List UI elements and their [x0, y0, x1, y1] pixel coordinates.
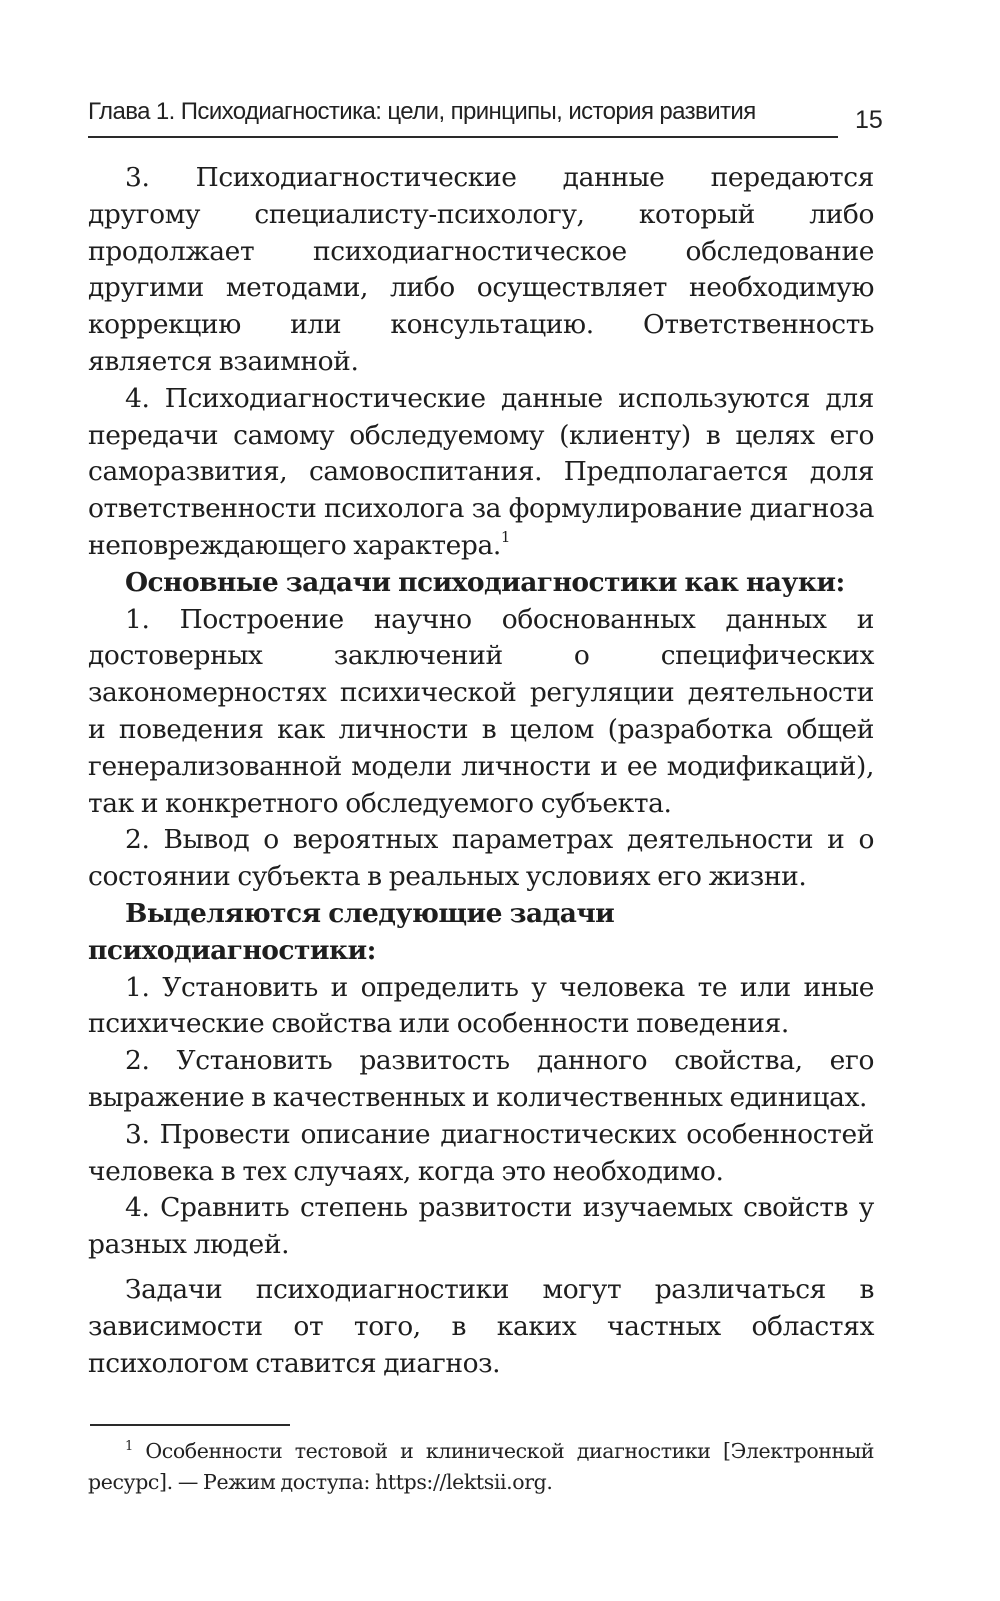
task-3: 3. Провести описание диагностических особенностей человека в тех случаях, когда это необходимо. — [88, 1118, 874, 1187]
page-number: 15 — [855, 106, 883, 134]
task-1: 1. Установить и определить у человека те или иные психические свойства или особенности поведения. — [88, 971, 874, 1040]
running-title: Глава 1. Психодиагностика: цели, принципы, история развития — [88, 98, 756, 125]
footnote-text: Особенности тестовой и клинической диагностики [Электронный ресурс]. — Режим доступа: https://lektsii.org. — [88, 1439, 875, 1494]
closing-paragraph: Задачи психодиагностики могут различаться в зависимости от того, в каких частных областях психологом ставится диагноз. — [88, 1273, 874, 1379]
footnote-marker: 1 — [125, 1439, 133, 1455]
footnote — [88, 1436, 874, 1498]
section-heading-science-tasks: Основные задачи психодиагностики как науки: — [125, 566, 845, 598]
section-heading-tasks: Выделяются следующие задачи психодиагностики: — [88, 897, 615, 966]
science-task-1: 1. Построение научно обоснованных данных и достоверных заключений о специфических закономерностях психической регуляции деятельности и поведения как личности в целом (разработка общей генерализованной модели личности и ее модификаций), так и конкретного обследуемого субъекта. — [88, 603, 874, 819]
running-header — [88, 96, 838, 138]
paragraph-4-text: 4. Психодиагностические данные используются для передачи самому обследуемому (клиенту) в целях его саморазвития, самовоспитания. Предполагается доля ответственности психолога за формулирование диагноза неповреждающего характера. — [88, 382, 874, 561]
paragraph-3: 3. Психодиагностические данные передаются другому специалисту-психологу, который либо продолжает психодиагностическое обследование другими методами, либо осуществляет необходимую коррекцию или консультацию. Ответственность является взаимной. — [88, 162, 874, 377]
task-2: 2. Установить развитость данного свойства, его выражение в качественных и количественных единицах. — [88, 1045, 874, 1113]
paragraph-4 — [88, 381, 874, 565]
footnote-paragraph — [88, 1436, 874, 1498]
footnote-reference[interactable]: 1 — [500, 528, 511, 547]
footnote-divider — [90, 1424, 290, 1426]
science-task-2: 2. Вывод о вероятных параметрах деятельности и о состоянии субъекта в реальных условиях его жизни. — [88, 824, 874, 893]
main-text — [88, 160, 874, 1382]
task-4: 4. Сравнить степень развитости изучаемых свойств у разных людей. — [88, 1192, 874, 1261]
